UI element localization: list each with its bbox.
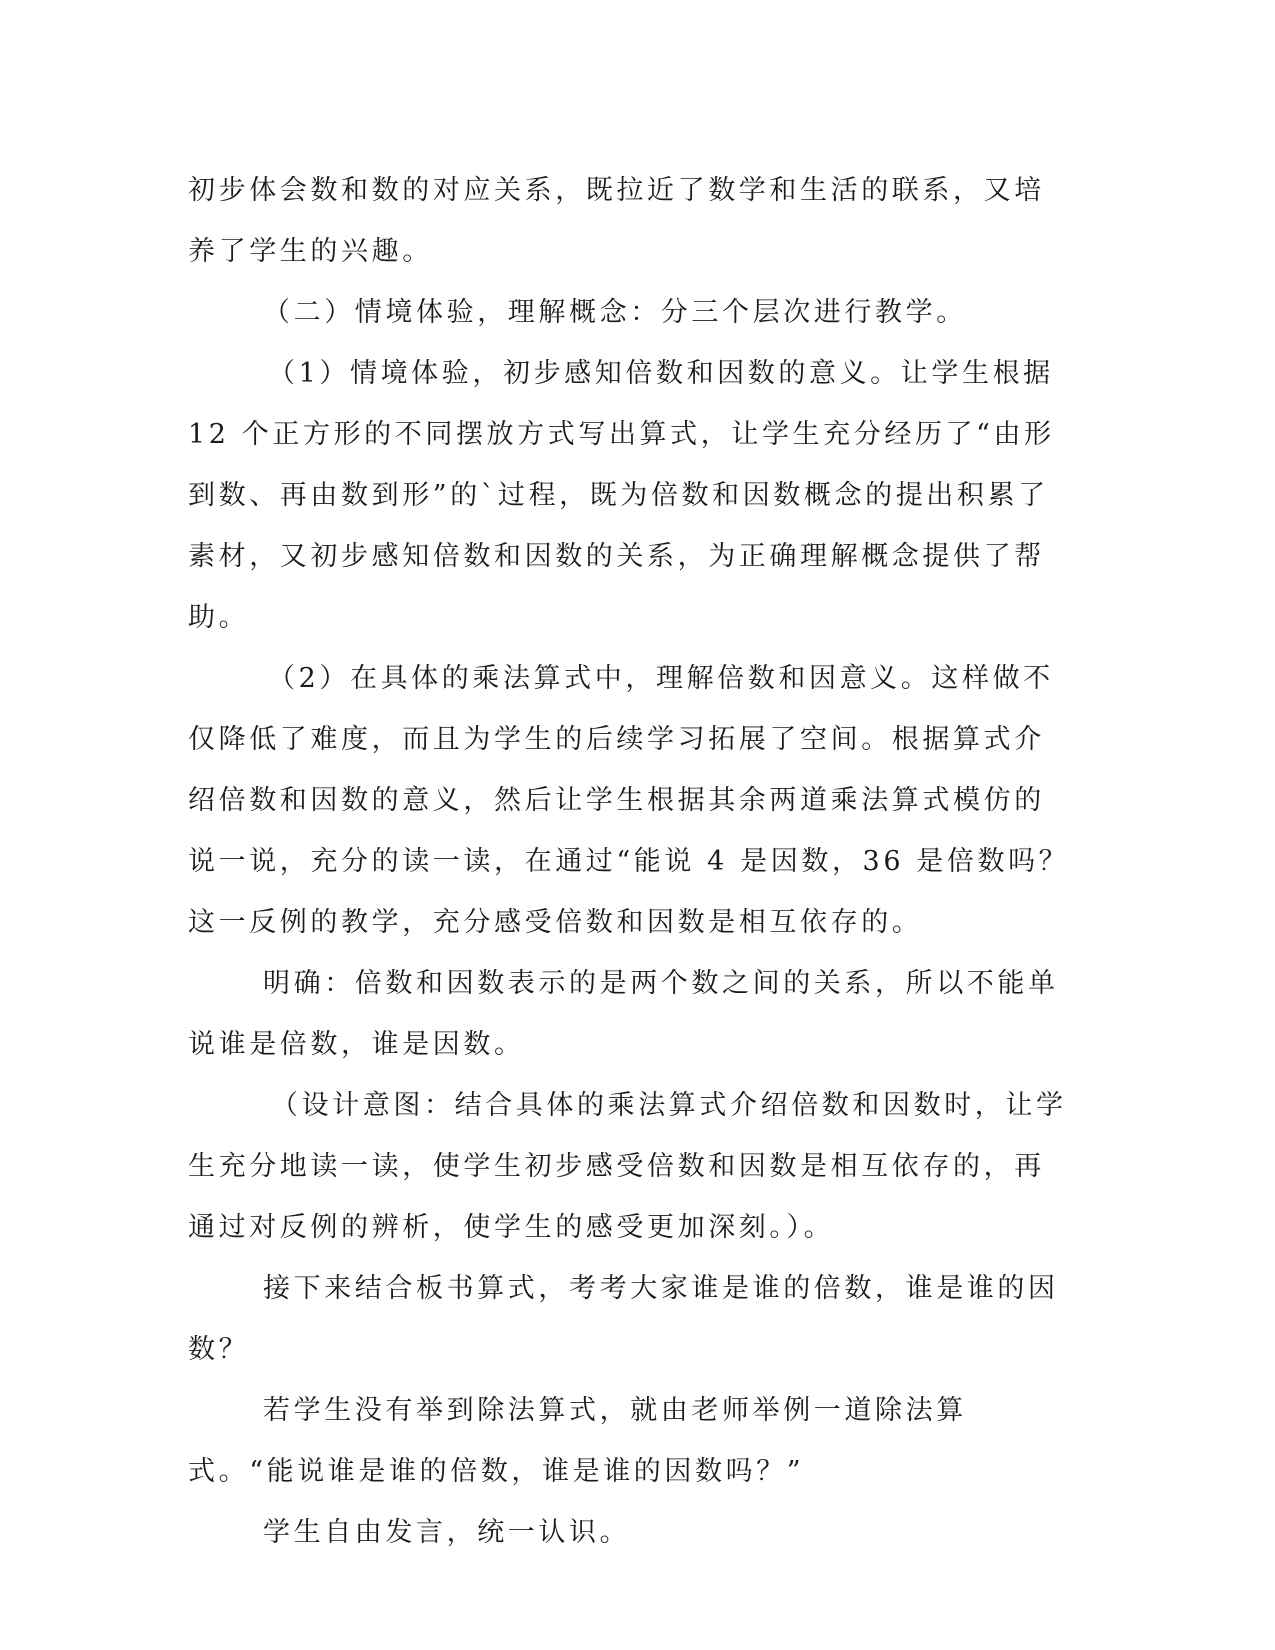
paragraph-discussion: 学生自由发言，统一认识。: [263, 1517, 631, 1548]
paragraph-design-intent: （设计意图：结合具体的乘法算式介绍倍数和因数时，让学生充分地读一读，使学生初步感受倍数和因数是相互依存的，再通过对反例的辨析，使学生的感受更加深刻。）。: [188, 1090, 1067, 1243]
paragraph-step-1: （1）情境体验，初步感知倍数和因数的意义。让学生根据 12 个正方形的不同摆放方式写出算式，让学生充分经历了“由形到数、再由数到形”的`过程，既为倍数和因数概念的提出积累了素材，又初步感知倍数和因数的关系，为正确理解概念提供了帮助。: [188, 358, 1066, 633]
paragraph-board-question: 接下来结合板书算式，考考大家谁是谁的倍数，谁是谁的因数？: [188, 1273, 1059, 1365]
paragraph-continuation: 初步体会数和数的对应关系，既拉近了数学和生活的联系，又培养了学生的兴趣。: [188, 175, 1045, 267]
paragraph-division-example: 若学生没有举到除法算式，就由老师举例一道除法算式。“能说谁是谁的倍数，谁是谁的因数吗？”: [188, 1395, 967, 1487]
paragraph-step-2: （2）在具体的乘法算式中，理解倍数和因意义。这样做不仅降低了难度，而且为学生的后续学习拓展了空间。根据算式介绍倍数和因数的意义，然后让学生根据其余两道乘法算式模仿的说一说，充分的读一读，在通过“能说 4 是因数，36 是倍数吗？这一反例的教学，充分感受倍数和因数是相互依存的。: [188, 663, 1070, 938]
paragraph-section-heading: （二）情境体验，理解概念：分三个层次进行教学。: [263, 297, 967, 328]
paragraph-clarification: 明确：倍数和因数表示的是两个数之间的关系，所以不能单说谁是倍数，谁是因数。: [188, 968, 1059, 1060]
document-body: [188, 160, 1073, 1563]
